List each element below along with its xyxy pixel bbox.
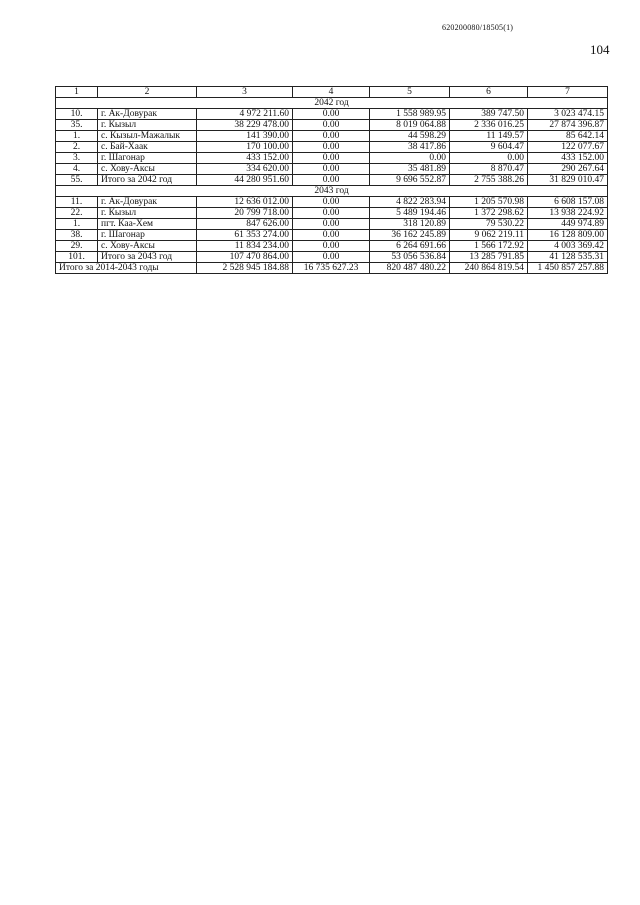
year-row	[56, 98, 608, 109]
cell-col5: 4 822 283.94	[370, 197, 450, 208]
cell-col6: 8 870.47	[450, 164, 528, 175]
cell-col7: 290 267.64	[528, 164, 608, 175]
cell-col3: 44 280 951.60	[197, 175, 293, 186]
cell-col3: 847 626.00	[197, 219, 293, 230]
cell-col6: 13 285 791.85	[450, 252, 528, 263]
row-name: Итого за 2043 год	[98, 252, 197, 263]
row-name: с. Хову-Аксы	[98, 241, 197, 252]
cell-col3: 38 229 478.00	[197, 120, 293, 131]
cell-col3: 61 353 274.00	[197, 230, 293, 241]
row-name: с. Бай-Хаак	[98, 142, 197, 153]
column-header: 7	[528, 87, 608, 98]
cell-col7: 16 128 809.00	[528, 230, 608, 241]
row-name: с. Кызыл-Мажалык	[98, 131, 197, 142]
cell-col4: 0.00	[293, 120, 370, 131]
cell-col3: 12 636 012.00	[197, 197, 293, 208]
column-header: 1	[56, 87, 98, 98]
cell-col4: 0.00	[293, 164, 370, 175]
cell-col4: 0.00	[293, 197, 370, 208]
grand-total-c3: 2 528 945 184.88	[197, 263, 293, 274]
table-row	[56, 208, 608, 219]
cell-col5: 0.00	[370, 153, 450, 164]
cell-col7: 4 003 369.42	[528, 241, 608, 252]
year-heading: 2043 год	[56, 186, 608, 197]
cell-col7: 31 829 010.47	[528, 175, 608, 186]
cell-col3: 334 620.00	[197, 164, 293, 175]
cell-col5: 8 019 064.88	[370, 120, 450, 131]
cell-col4: 0.00	[293, 109, 370, 120]
grand-total-c5: 820 487 480.22	[370, 263, 450, 274]
row-name: с. Хову-Аксы	[98, 164, 197, 175]
cell-col7: 27 874 396.87	[528, 120, 608, 131]
table-row	[56, 175, 608, 186]
row-index: 2.	[56, 142, 98, 153]
row-name: г. Кызыл	[98, 120, 197, 131]
cell-col6: 0.00	[450, 153, 528, 164]
cell-col4: 0.00	[293, 175, 370, 186]
document-id: 620200080/18505(1)	[442, 23, 514, 32]
cell-col7: 449 974.89	[528, 219, 608, 230]
cell-col7: 122 077.67	[528, 142, 608, 153]
row-index: 55.	[56, 175, 98, 186]
cell-col4: 0.00	[293, 252, 370, 263]
cell-col4: 0.00	[293, 153, 370, 164]
row-name: г. Ак-Довурак	[98, 109, 197, 120]
cell-col3: 4 972 211.60	[197, 109, 293, 120]
column-header: 3	[197, 87, 293, 98]
grand-total-c6: 240 864 819.54	[450, 263, 528, 274]
cell-col7: 433 152.00	[528, 153, 608, 164]
row-index: 1.	[56, 219, 98, 230]
cell-col4: 0.00	[293, 230, 370, 241]
row-name: г. Ак-Довурак	[98, 197, 197, 208]
cell-col6: 2 755 388.26	[450, 175, 528, 186]
cell-col3: 170 100.00	[197, 142, 293, 153]
cell-col7: 3 023 474.15	[528, 109, 608, 120]
cell-col5: 6 264 691.66	[370, 241, 450, 252]
cell-col5: 35 481.89	[370, 164, 450, 175]
page-number: 104	[590, 42, 610, 57]
cell-col6: 1 566 172.92	[450, 241, 528, 252]
cell-col4: 0.00	[293, 241, 370, 252]
cell-col5: 38 417.86	[370, 142, 450, 153]
cell-col3: 141 390.00	[197, 131, 293, 142]
table-row	[56, 153, 608, 164]
cell-col5: 53 056 536.84	[370, 252, 450, 263]
cell-col6: 11 149.57	[450, 131, 528, 142]
cell-col5: 5 489 194.46	[370, 208, 450, 219]
row-index: 22.	[56, 208, 98, 219]
cell-col6: 79 530.22	[450, 219, 528, 230]
budget-table	[55, 86, 608, 274]
header-row	[56, 87, 608, 98]
cell-col5: 44 598.29	[370, 131, 450, 142]
cell-col6: 389 747.50	[450, 109, 528, 120]
cell-col4: 0.00	[293, 131, 370, 142]
cell-col7: 41 128 535.31	[528, 252, 608, 263]
cell-col3: 11 834 234.00	[197, 241, 293, 252]
row-name: г. Кызыл	[98, 208, 197, 219]
cell-col3: 433 152.00	[197, 153, 293, 164]
cell-col5: 36 162 245.89	[370, 230, 450, 241]
cell-col6: 9 604.47	[450, 142, 528, 153]
column-header: 2	[98, 87, 197, 98]
table-row	[56, 131, 608, 142]
grand-total-row	[56, 263, 608, 274]
row-index: 3.	[56, 153, 98, 164]
table-row	[56, 219, 608, 230]
cell-col4: 0.00	[293, 208, 370, 219]
row-index: 4.	[56, 164, 98, 175]
cell-col7: 85 642.14	[528, 131, 608, 142]
table-row	[56, 120, 608, 131]
row-index: 29.	[56, 241, 98, 252]
row-index: 10.	[56, 109, 98, 120]
column-header: 6	[450, 87, 528, 98]
table-row	[56, 197, 608, 208]
table-row	[56, 109, 608, 120]
grand-total-c7: 1 450 857 257.88	[528, 263, 608, 274]
row-name: Итого за 2042 год	[98, 175, 197, 186]
column-header: 4	[293, 87, 370, 98]
cell-col5: 9 696 552.87	[370, 175, 450, 186]
table-row	[56, 164, 608, 175]
cell-col6: 1 372 298.62	[450, 208, 528, 219]
row-index: 38.	[56, 230, 98, 241]
cell-col5: 318 120.89	[370, 219, 450, 230]
table-row	[56, 230, 608, 241]
cell-col7: 13 938 224.92	[528, 208, 608, 219]
grand-total-label: Итого за 2014-2043 годы	[56, 263, 197, 274]
row-name: г. Шагонар	[98, 230, 197, 241]
row-name: г. Шагонар	[98, 153, 197, 164]
cell-col3: 20 799 718.00	[197, 208, 293, 219]
cell-col6: 9 062 219.11	[450, 230, 528, 241]
cell-col4: 0.00	[293, 219, 370, 230]
row-index: 11.	[56, 197, 98, 208]
cell-col4: 0.00	[293, 142, 370, 153]
year-heading: 2042 год	[56, 98, 608, 109]
row-index: 35.	[56, 120, 98, 131]
cell-col6: 1 205 570.98	[450, 197, 528, 208]
column-header: 5	[370, 87, 450, 98]
cell-col7: 6 608 157.08	[528, 197, 608, 208]
cell-col6: 2 336 016.25	[450, 120, 528, 131]
row-name: пгт. Каа-Хем	[98, 219, 197, 230]
row-index: 1.	[56, 131, 98, 142]
cell-col3: 107 470 864.00	[197, 252, 293, 263]
table-row	[56, 142, 608, 153]
cell-col5: 1 558 989.95	[370, 109, 450, 120]
row-index: 101.	[56, 252, 98, 263]
table-row	[56, 241, 608, 252]
table-row	[56, 252, 608, 263]
grand-total-c4: 16 735 627.23	[293, 263, 370, 274]
year-row	[56, 186, 608, 197]
